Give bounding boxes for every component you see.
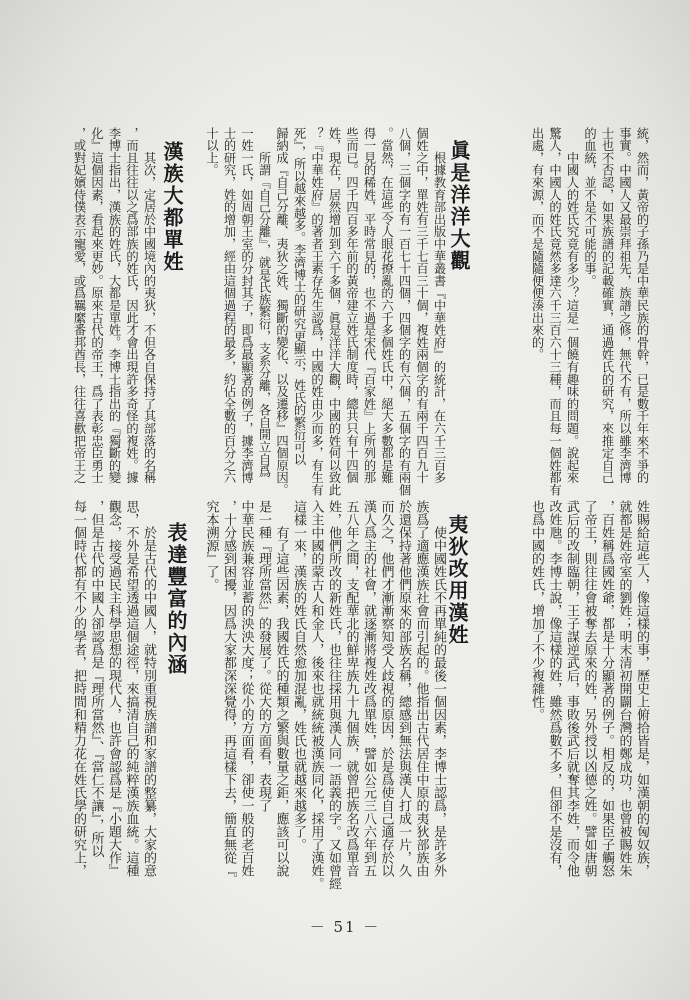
text-column: 姓賜給這些人，像這樣的事，歷史上俯拾皆是，如漢朝的匈奴族， <box>634 500 649 877</box>
text-column: 李博士指出，漢族的姓氏，大都是單姓。李博士指出的『獨斷的變 <box>107 127 121 484</box>
text-column: 歸納成『自己分離、夷狄之姓、獨斷的變化、以及遷移』四個原因。 <box>274 127 289 496</box>
text-column: 使中國姓氏不再單純的最後一個因素，李博士認爲，是許多外 <box>431 500 446 877</box>
text-column: 八個，三個字的有一百七十四個，四個字的有六個，五個字的有兩個 <box>397 127 411 496</box>
text-column: 的血統，並不是不可能的事。 <box>582 127 597 287</box>
text-column: 這樣一來，漢族的姓氏自然愈加混亂，姓氏也就越來越多了。 <box>291 500 306 851</box>
text-column: 了帝王，則往往會被奪去原來的姓，另外授以凶德之姓。譬如唐朝 <box>581 500 597 877</box>
page-number: － 51 － <box>309 918 381 936</box>
text-block <box>528 127 651 499</box>
text-column: 中華民族兼容並蓄的泱泱大度；從小的方面看，卻使一般的老百姓 <box>238 500 254 877</box>
text-column: 化』這個因素，看起來更妙。原來古代的帝王，爲了表彰忠臣勇士 <box>89 127 104 484</box>
text-column: 。當然，在這些令人眼花撩亂的六千多個姓氏中，絕大多數都是難 <box>379 127 394 484</box>
text-column: 有了這些因素，我國姓氏的種類之繁與數量之鉅，應該可以說 <box>273 500 289 877</box>
text-column: 改姓虺。李博士說，像這樣的姓，雖然爲數不多，但卻不是沒有， <box>546 500 562 877</box>
text-column: 漢人爲主的社會，就逐漸將複姓改爲單姓，譬如公元三八六年到五 <box>361 500 376 877</box>
text-column: ？『中華姓府』的著者王素存先生認爲，中國的姓由少而多，有生有 <box>309 127 324 496</box>
text-column: 族爲了適應漢族社會而引起的。他指出古代居住中原的夷狄部族由 <box>413 500 429 877</box>
section-heading: 表達豐富的內涵 <box>164 522 188 676</box>
text-column: 姓，現在，居然增加到六千多個，眞是洋洋大觀，中國的姓何以致此 <box>327 127 341 496</box>
text-column: 每一個時代都有不少的學者，把時間和精力花在姓氏學的研究上， <box>71 500 86 877</box>
text-column: 五八年之間，支配華北的鮮卑族九十九個族，就曾把族名改爲單音 <box>343 500 359 877</box>
text-column: 觀念，接受過民主科學思想的現代人，也許會認爲是『小題大作』 <box>106 500 121 877</box>
text-column: 思，不外是希望透過這個途徑，來搞清自己的純粹漢族血統。這種 <box>123 500 139 877</box>
text-column: ，或對妃嬪侍僕表示寵愛，或爲羈縻番邦酋長，往往喜歡把帝王之 <box>72 127 86 484</box>
section-heading: 漢族大都單姓 <box>160 141 184 273</box>
text-column: 中國人的姓氏究竟有多少？這是一個饒有趣味的問題。說起來 <box>565 127 579 484</box>
text-column: ，十分感到困擾，因爲大家都深深覺得，再這樣下去，簡直無從『 <box>221 500 236 877</box>
text-column: 事實。中國人又最崇拜祖先，族譜之修，無代不有，所以雖李濟博 <box>617 127 632 484</box>
text-column: ，百姓稱爲國姓爺，都是十分顯著的例子。相反的，如果臣子觸怒 <box>599 500 614 877</box>
text-column: ，但是古代的中國人卻認爲是『理所當然』、『當仁不讓』，所以 <box>88 500 104 858</box>
text-column: 其次，定居於中國境內的夷狄，不但各自保持了其部落的名稱 <box>142 127 156 484</box>
text-block <box>528 500 651 892</box>
text-column: 得一見的稀姓，平時常見的，也不過是宋代『百家姓』上所列的那 <box>362 127 376 484</box>
text-column: 就都是姓帝室的劉姓；明末清初開闢台灣的鄭成功，也曾被賜姓朱 <box>616 500 632 877</box>
text-column: 士的研究，姓的增加，經由這個過程的最多，約佔全數的百分之六 <box>222 127 236 484</box>
text-column: 於是古代的中國人，就特別重視族譜和家譜的整纂，大家的意 <box>141 500 156 877</box>
text-column: 死』，所以越來越多。李濟博士的研究更顯示，姓氏的繁衍可以 <box>292 127 306 466</box>
text-column: 一姓一氏，如周朝王室的分封其子，即爲最顯著的例子，據李濟博 <box>239 127 254 484</box>
section-heading: 夷狄改用漢姓 <box>445 514 469 646</box>
text-column: 是一種『理所當然』的發展了。從大的方面看，表現了 <box>256 500 271 812</box>
text-column: 士也不否認，如果族譜的記載確實，通過姓氏的研究，來推定自己 <box>600 127 614 484</box>
text-column: 出處，有來源，而不是隨隨便便湊出來的。 <box>530 127 544 361</box>
text-column: 些而已。四千四百多年前的黃帝建立姓氏制度時，總共只有十四個 <box>344 127 359 484</box>
text-column: 所謂『自己分離』，就是氏族繁衍，支系分離，各自開立自爲 <box>257 127 271 478</box>
text-column: 統，然而，黃帝的子孫乃是中華民族的骨幹，已是數千年來不爭的 <box>635 127 649 484</box>
text-column: 姓，他們所改的新姓氏，也往往採用與漢人同一語義的字。又如曾經 <box>326 500 341 890</box>
text-column: 入主中國的蒙古人和金人，後來也就統統被漢族同化，採用了漢姓。 <box>308 500 324 890</box>
text-column: 十以上。 <box>204 127 219 177</box>
text-column: 個姓之中，單姓有三千七百三十個，複姓兩個字的有兩千四百九十 <box>414 127 429 484</box>
section-heading: 眞是洋洋大觀 <box>447 140 471 272</box>
text-column: 也爲中國的姓氏，增加了不少複雜性。 <box>529 500 544 721</box>
text-block <box>202 500 447 892</box>
text-block <box>70 500 158 892</box>
text-column: 驚人，中國人的姓氏竟然多達六千三百六十三種，而且每一個姓都有 <box>547 127 562 496</box>
text-column: 究本溯源』了。 <box>203 500 219 591</box>
text-column: 根據教育部出版中華叢書『中華姓府』的統計，在六千三百多 <box>432 127 446 484</box>
text-column: 而久之，他們才漸漸察知受人歧視的原因，於是爲使自己適存於以 <box>378 500 394 877</box>
text-column: ，而且往往以之爲部族的姓氏，因此才會出現許多奇怪的複姓。據 <box>124 127 139 484</box>
text-block <box>70 127 158 499</box>
text-column: 武后的改制臨朝，王子謀逆武后，事敗後武后就奪其李姓，而令他 <box>564 500 579 877</box>
text-block <box>202 127 447 499</box>
text-column: 於還保持著他們原來的部族名稱，總感到無法與漢人打成一片，久 <box>396 500 411 877</box>
